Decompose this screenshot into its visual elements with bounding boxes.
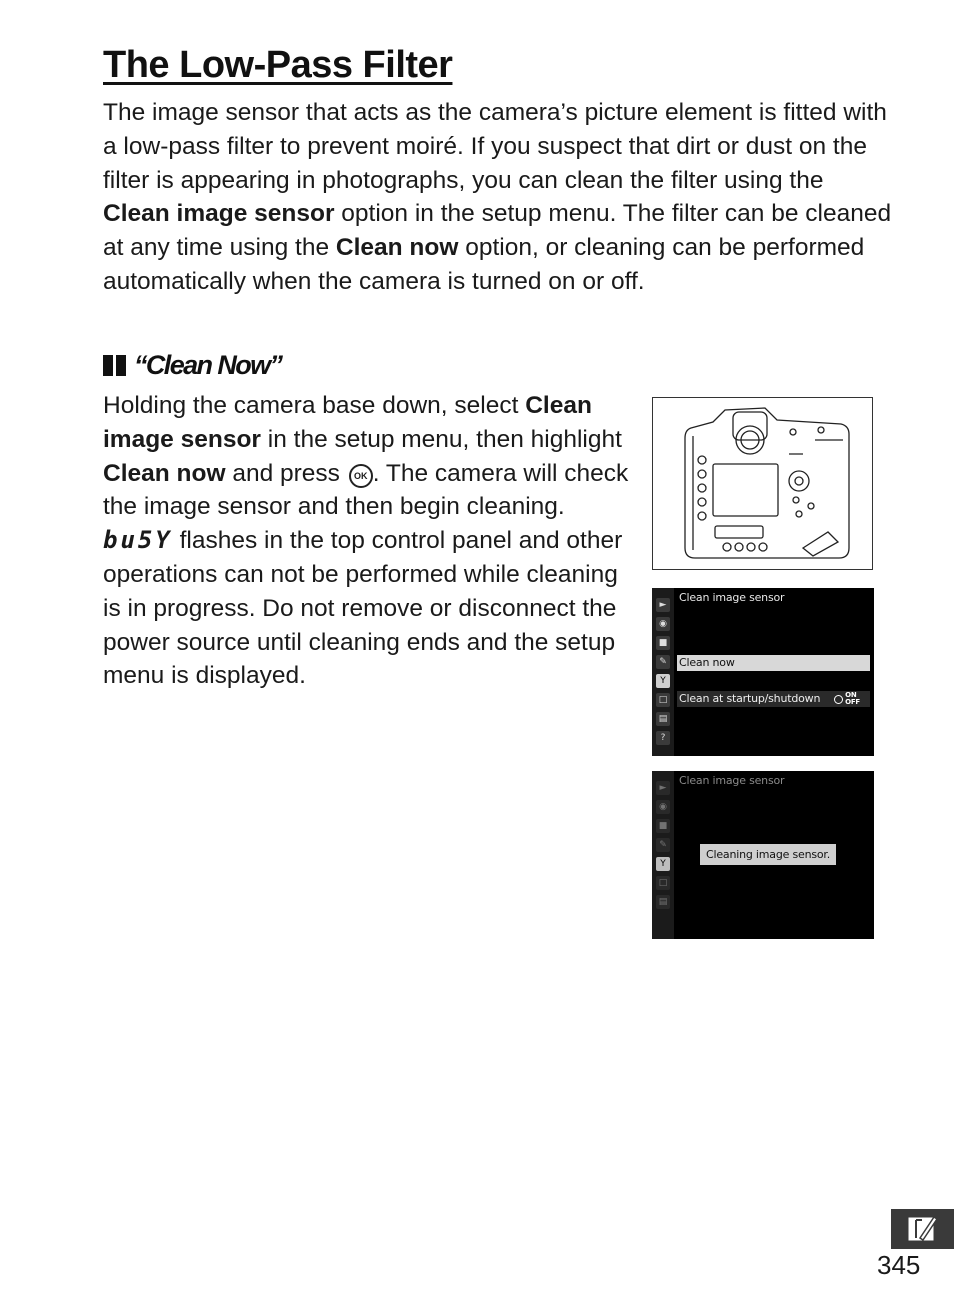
ok-button-icon: OK xyxy=(349,464,373,488)
retouch-icon[interactable]: □ xyxy=(656,693,670,707)
cleaning-progress-screen xyxy=(652,771,874,939)
menu-icon-column xyxy=(652,588,674,756)
bold-term: Clean image sensor xyxy=(103,200,335,228)
pencil-icon[interactable]: ✎ xyxy=(656,655,670,669)
bold-term: Clean image sensor xyxy=(103,392,592,453)
movie-icon: ■ xyxy=(656,819,670,833)
playback-icon[interactable]: ► xyxy=(656,598,670,612)
lcd-busy-display: bu5Y xyxy=(103,526,173,555)
menu-icon-column xyxy=(652,771,674,939)
technical-notes-icon xyxy=(906,1215,940,1243)
camera-back-illustration xyxy=(652,397,873,570)
page-title: The Low-Pass Filter xyxy=(103,44,453,86)
movie-icon[interactable]: ■ xyxy=(656,636,670,650)
cleaning-message: Cleaning image sensor. xyxy=(700,844,836,865)
bold-term: Clean now xyxy=(335,234,459,262)
menu-item-label: Clean at startup/shutdown xyxy=(679,692,821,705)
screen-title: Clean image sensor xyxy=(679,591,785,604)
menu-item-clean-now[interactable]: Clean now xyxy=(677,655,870,671)
my-menu-icon[interactable]: ▤ xyxy=(656,712,670,726)
section-tab[interactable] xyxy=(891,1209,954,1249)
section-heading xyxy=(103,350,281,381)
power-on-off-icon: ON OFF xyxy=(834,692,860,706)
camera-icon[interactable]: ◉ xyxy=(656,617,670,631)
playback-icon: ► xyxy=(656,781,670,795)
camera-back-drawing xyxy=(653,398,872,569)
section-marker-icon xyxy=(103,355,126,376)
wrench-icon[interactable]: Y xyxy=(656,674,670,688)
wrench-icon: Y xyxy=(656,857,670,871)
menu-item-clean-at-startup[interactable] xyxy=(677,691,870,707)
bold-term: Clean now xyxy=(103,459,226,487)
section-heading-text: “Clean Now” xyxy=(134,350,282,380)
my-menu-icon: ▤ xyxy=(656,895,670,909)
menu-screen-clean-image-sensor xyxy=(652,588,874,756)
page-number: 345 xyxy=(877,1250,921,1280)
screen-title: Clean image sensor xyxy=(679,774,785,787)
pencil-icon: ✎ xyxy=(656,838,670,852)
camera-icon: ◉ xyxy=(656,800,670,814)
instructions-paragraph: Holding the camera base down, select Clean image sensor in the setup menu, then highlight Clean now and press OK . The camera will check the image sensor and then begin cleaning. bu5Y flashes in the top control panel and other operations can not be performed while cleaning is in progress. Do not remove or disconnect the power source until cleaning ends and the setup menu is displayed. xyxy=(103,392,629,690)
retouch-icon: □ xyxy=(656,876,670,890)
intro-paragraph: The image sensor that acts as the camera’s picture element is fitted with a low-pass filter to prevent moiré. If you suspect that dirt or dust on the filter is appearing in photographs, you can clean the filter using the Clean image sensor option in the setup menu. The filter can be cleaned at any time using the Clean now option, or cleaning can be performed automatically when the camera is turned on or off. xyxy=(103,99,892,295)
help-icon[interactable]: ? xyxy=(656,731,670,745)
